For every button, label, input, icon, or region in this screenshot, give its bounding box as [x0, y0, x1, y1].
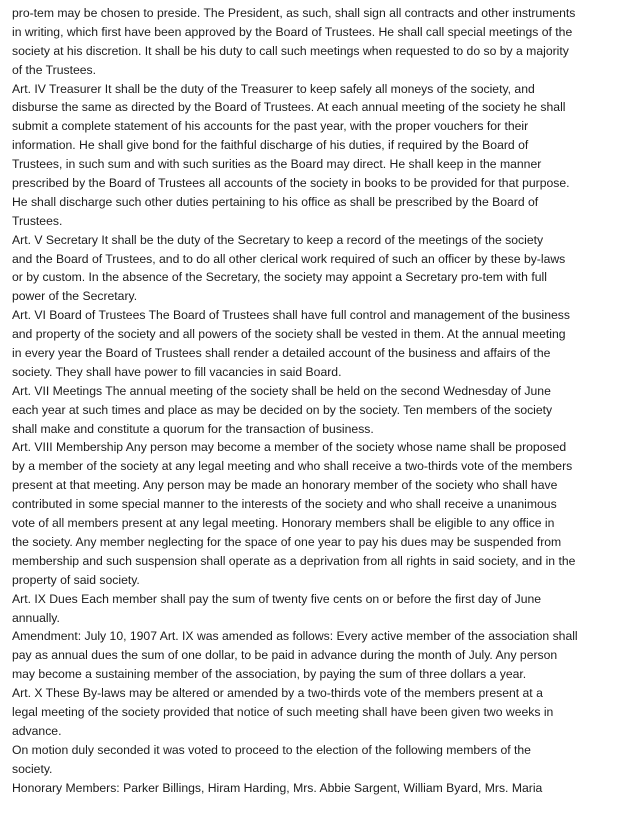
text-line: or by custom. In the absence of the Secretary, the society may appoint a Secretary pro-tem with full	[12, 270, 547, 285]
art-x-amendments: Art. X These By-laws may be altered or amended by a two-thirds vote of the members present at a	[12, 686, 543, 701]
art-iv-treasurer: Art. IV Treasurer It shall be the duty of the Treasurer to keep safely all moneys of the society, and	[12, 81, 535, 96]
text-line: prescribed by the Board of Trustees all accounts of the society in books to be provided for that purpose.	[12, 176, 570, 191]
text-line: legal meeting of the society provided that notice of such meeting shall have been given two weeks in	[12, 704, 554, 719]
text-line: each year at such times and place as may be decided on by the society. Ten members of the society	[12, 402, 553, 417]
art-v-secretary: Art. V Secretary It shall be the duty of the Secretary to keep a record of the meetings of the society	[12, 232, 544, 247]
text-line: and the Board of Trustees, and to do all other clerical work required of such an officer by these by-laws	[12, 251, 566, 266]
honorary-members-line: Honorary Members: Parker Billings, Hiram Harding, Mrs. Abbie Sargent, William Byard, Mrs. Maria	[12, 780, 543, 795]
text-line: of the Trustees.	[12, 62, 97, 77]
amendment-line: Amendment: July 10, 1907 Art. IX was amended as follows: Every active member of the association shall	[12, 629, 578, 644]
text-line: annually.	[12, 610, 60, 625]
text-line: power of the Secretary.	[12, 289, 138, 304]
text-line: contributed in some special manner to the interests of the society and who shall receive a unanimous	[12, 497, 557, 512]
text-line: pay as annual dues the sum of one dollar, to be paid in advance during the month of July. Any person	[12, 648, 558, 663]
document-body	[12, 4, 618, 797]
text-line: pro-tem may be chosen to preside. The President, as such, shall sign all contracts and other instruments	[12, 6, 576, 20]
text-line: shall make and constitute a quorum for the transaction of business.	[12, 421, 374, 436]
text-line: Trustees, in such sum and with such surities as the Board may direct. He shall keep in the manner	[12, 157, 542, 172]
text-line: He shall discharge such other duties pertaining to his office as shall be prescribed by the Board of	[12, 194, 539, 209]
text-line: the society. Any member neglecting for the space of one year to pay his dues may be suspended from	[12, 534, 562, 549]
text-line: Trustees.	[12, 213, 63, 228]
text-line: present at that meeting. Any person may be made an honorary member of the society who shall have	[12, 478, 558, 493]
text-line: society. They shall have power to fill vacancies in said Board.	[12, 364, 342, 379]
text-line: in writing, which first have been approved by the Board of Trustees. He shall call special meetings of the	[12, 24, 573, 39]
text-line: may become a sustaining member of the association, by paying the sum of three dollars a year.	[12, 667, 527, 682]
art-vi-board-of-trustees: Art. VI Board of Trustees The Board of Trustees shall have full control and management of the business	[12, 308, 570, 323]
art-viii-membership: Art. VIII Membership Any person may become a member of the society whose name shall be proposed	[12, 440, 567, 455]
art-ix-dues: Art. IX Dues Each member shall pay the sum of twenty five cents on or before the first day of June	[12, 591, 542, 606]
text-line: information. He shall give bond for the faithful discharge of his duties, if required by the Board of	[12, 138, 529, 153]
text-line: and property of the society and all powers of the society shall be vested in them. At the annual meeting	[12, 327, 566, 342]
text-line: property of said society.	[12, 572, 140, 587]
text-line: submit a complete statement of his accounts for the past year, with the proper vouchers for their	[12, 119, 529, 134]
motion-line: On motion duly seconded it was voted to proceed to the election of the following members of the	[12, 742, 531, 757]
text-line: vote of all members present at any legal meeting. Honorary members shall be eligible to any office in	[12, 516, 555, 531]
text-line: by a member of the society at any legal meeting and who shall receive a two-thirds vote of the members	[12, 459, 573, 474]
text-line: disburse the same as directed by the Board of Trustees. At each annual meeting of the society he shall	[12, 100, 566, 115]
text-line: advance.	[12, 723, 62, 738]
art-vii-meetings: Art. VII Meetings The annual meeting of the society shall be held on the second Wednesday of June	[12, 383, 551, 398]
text-line: society at his discretion. It shall be his duty to call such meetings when requested to do so by a majority	[12, 43, 569, 58]
text-line: society.	[12, 761, 53, 776]
text-line: in every year the Board of Trustees shall render a detailed account of the business and affairs of the	[12, 346, 551, 361]
text-line: membership and such suspension shall operate as a deprivation from all rights in said society, and in the	[12, 553, 576, 568]
